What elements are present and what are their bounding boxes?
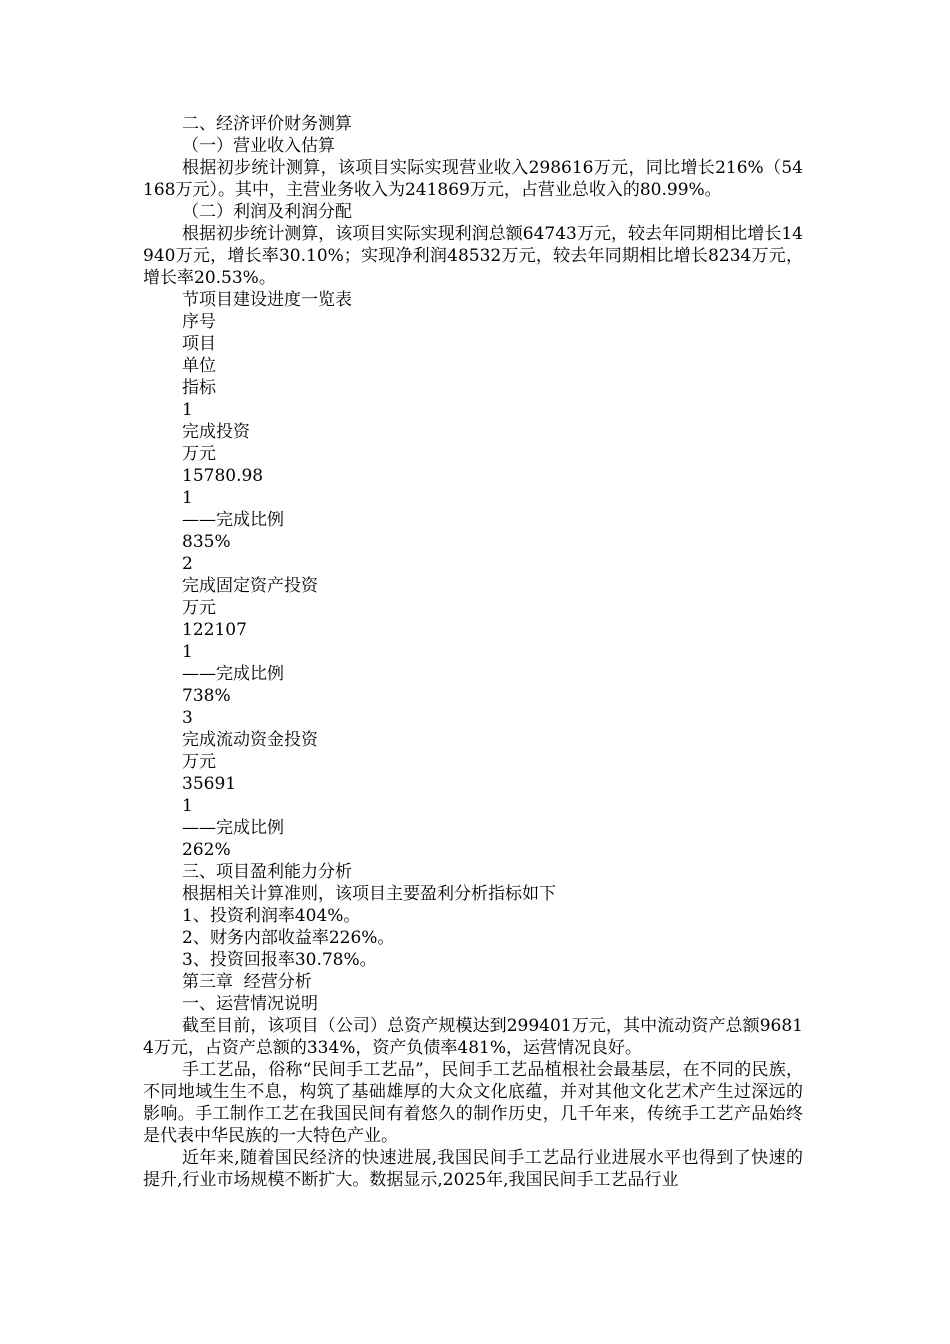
table-cell: 3 [182,708,193,728]
table-title: 节项目建设进度一览表 [182,290,352,310]
table-cell: 1 [182,400,193,420]
table-cell: 项目 [182,334,216,354]
table-cell: 835% [182,532,231,552]
subsection-heading: （一）营业收入估算 [182,136,335,156]
table-cell: ——完成比例 [182,818,284,838]
paragraph: 手工艺品，俗称“民间手工艺品”，民间手工艺品植根社会最基层，在不同的民族，不同地域生生不息，构筑了基础雄厚的大众文化底蕴，并对其他文化艺术产生过深远的影响。手工制作工艺在我国民间有着悠久的制作历史，几千年来，传统手工艺产品始终是代表中华民族的一大特色产业。 [143,1060,803,1146]
table-cell: 完成固定资产投资 [182,576,318,596]
chapter-heading: 第三章 经营分析 [182,972,312,992]
table-cell: 2 [182,554,193,574]
table-cell: 1 [182,796,193,816]
section-heading: 二、经济评价财务测算 [182,114,352,134]
table-cell: 完成流动资金投资 [182,730,318,750]
list-item: 3、投资回报率30.78%。 [182,950,377,970]
table-cell: 262% [182,840,231,860]
paragraph: 根据相关计算准则，该项目主要盈利分析指标如下 [182,884,556,904]
table-cell: 1 [182,642,193,662]
list-item: 1、投资利润率404%。 [182,906,361,926]
table-cell: 35691 [182,774,237,794]
progress-table [143,311,803,861]
section-heading: 一、运营情况说明 [182,994,318,1014]
document-body [143,113,803,1191]
list-item: 2、财务内部收益率226%。 [182,928,395,948]
table-cell: ——完成比例 [182,664,284,684]
paragraph: 根据初步统计测算，该项目实际实现利润总额64743万元，较去年同期相比增长14940万元，增长率30.10%；实现净利润48532万元，较去年同期相比增长8234万元，增长率20.53%。 [143,224,803,288]
table-cell: 122107 [182,620,247,640]
table-cell: 万元 [182,598,216,618]
section-heading: 三、项目盈利能力分析 [182,862,352,882]
table-cell: 单位 [182,356,216,376]
table-cell: 序号 [182,312,216,332]
table-cell: 万元 [182,752,216,772]
table-cell: 738% [182,686,231,706]
subsection-heading: （二）利润及利润分配 [182,202,352,222]
table-cell: 1 [182,488,193,508]
table-cell: 完成投资 [182,422,250,442]
table-cell: ——完成比例 [182,510,284,530]
paragraph: 截至目前，该项目（公司）总资产规模达到299401万元，其中流动资产总额96814万元，占资产总额的334%，资产负债率481%，运营情况良好。 [143,1016,803,1058]
paragraph: 根据初步统计测算，该项目实际实现营业收入298616万元，同比增长216%（54168万元）。其中，主营业务收入为241869万元，占营业总收入的80.99%。 [143,158,803,200]
table-cell: 万元 [182,444,216,464]
table-cell: 15780.98 [182,466,264,486]
paragraph: 近年来,随着国民经济的快速进展,我国民间手工艺品行业进展水平也得到了快速的提升,行业市场规模不断扩大。数据显示,2025年,我国民间手工艺品行业 [143,1148,803,1190]
table-cell: 指标 [182,378,216,398]
